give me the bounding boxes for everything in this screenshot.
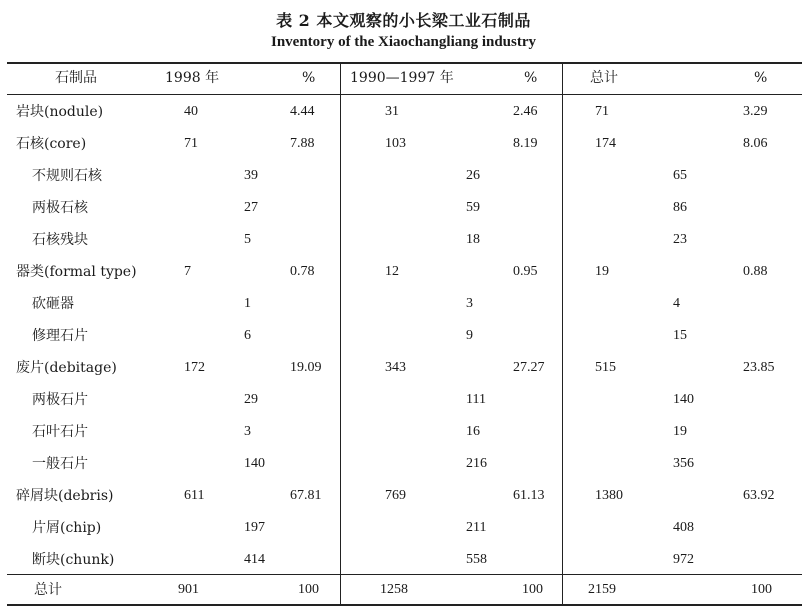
value-1990-1997: 558 xyxy=(466,552,487,567)
value-1990-1997: 9 xyxy=(466,328,473,343)
value-1990-1997: 16 xyxy=(466,424,480,439)
total-1998: 901 xyxy=(178,582,199,597)
row-label: 石核(core) xyxy=(16,136,87,152)
pct-total: 63.92 xyxy=(743,488,775,503)
value-1998: 6 xyxy=(244,328,251,343)
row-label: 器类(formal type) xyxy=(16,264,137,280)
row-label: 石核残块 xyxy=(32,232,88,248)
value-1990-1997: 103 xyxy=(385,136,406,151)
pct-1990-1997: 27.27 xyxy=(513,360,545,375)
value-total: 356 xyxy=(673,456,694,471)
row-label: 两极石核 xyxy=(32,200,88,216)
table-row xyxy=(0,224,807,256)
header-pct-1990-1997: % xyxy=(524,70,538,86)
value-total: 140 xyxy=(673,392,694,407)
row-label: 一般石片 xyxy=(32,456,88,472)
pct-1990-1997: 2.46 xyxy=(513,104,538,119)
pct-1998: 4.44 xyxy=(290,104,315,119)
value-1990-1997: 769 xyxy=(385,488,406,503)
pct-total: 0.88 xyxy=(743,264,768,279)
header-rule xyxy=(7,94,802,95)
total-pct-1990-1997: 100 xyxy=(522,582,543,597)
header-name: 石制品 xyxy=(55,70,97,86)
table-row xyxy=(0,160,807,192)
pct-1998: 7.88 xyxy=(290,136,315,151)
pct-total: 3.29 xyxy=(743,104,768,119)
value-1998: 71 xyxy=(184,136,198,151)
pct-1990-1997: 0.95 xyxy=(513,264,538,279)
table-row xyxy=(0,512,807,544)
pct-total: 23.85 xyxy=(743,360,775,375)
total-row xyxy=(0,574,807,606)
table-row xyxy=(0,352,807,384)
value-total: 15 xyxy=(673,328,687,343)
value-1990-1997: 3 xyxy=(466,296,473,311)
value-total: 19 xyxy=(595,264,609,279)
table-row xyxy=(0,416,807,448)
value-1990-1997: 343 xyxy=(385,360,406,375)
value-1998: 1 xyxy=(244,296,251,311)
header-pct-total: % xyxy=(754,70,768,86)
value-1998: 27 xyxy=(244,200,258,215)
row-label: 岩块(nodule) xyxy=(16,104,104,120)
value-total: 1380 xyxy=(595,488,623,503)
value-total: 4 xyxy=(673,296,680,311)
total-total: 2159 xyxy=(588,582,616,597)
value-1998: 7 xyxy=(184,264,191,279)
pct-total: 8.06 xyxy=(743,136,768,151)
total-pct-1998: 100 xyxy=(298,582,319,597)
total-1990-1997: 1258 xyxy=(380,582,408,597)
value-1998: 39 xyxy=(244,168,258,183)
table-row xyxy=(0,192,807,224)
row-label: 不规则石核 xyxy=(32,168,102,184)
value-1998: 40 xyxy=(184,104,198,119)
value-1998: 172 xyxy=(184,360,205,375)
value-total: 972 xyxy=(673,552,694,567)
row-label: 断块(chunk) xyxy=(32,552,115,568)
pct-1990-1997: 8.19 xyxy=(513,136,538,151)
table-row xyxy=(0,448,807,480)
value-1990-1997: 18 xyxy=(466,232,480,247)
header-pct-1998: % xyxy=(302,70,316,86)
value-1998: 197 xyxy=(244,520,265,535)
value-1990-1997: 12 xyxy=(385,264,399,279)
value-1990-1997: 216 xyxy=(466,456,487,471)
table-title-chinese: 表 2 本文观察的小长梁工业石制品 xyxy=(276,11,531,30)
header-row xyxy=(0,62,807,94)
value-1990-1997: 59 xyxy=(466,200,480,215)
value-1998: 414 xyxy=(244,552,265,567)
table-row xyxy=(0,96,807,128)
value-total: 65 xyxy=(673,168,687,183)
total-pct-total: 100 xyxy=(751,582,772,597)
value-total: 71 xyxy=(595,104,609,119)
total-label: 总计 xyxy=(34,582,62,598)
table-row xyxy=(0,128,807,160)
table-row xyxy=(0,384,807,416)
value-1998: 29 xyxy=(244,392,258,407)
value-1990-1997: 211 xyxy=(466,520,487,535)
table-row xyxy=(0,320,807,352)
header-total: 总计 xyxy=(590,70,618,86)
row-label: 废片(debitage) xyxy=(16,360,117,376)
value-total: 174 xyxy=(595,136,616,151)
table-title-english: Inventory of the Xiaochangliang industry xyxy=(270,34,537,50)
row-label: 碎屑块(debris) xyxy=(16,488,114,504)
pct-1998: 67.81 xyxy=(290,488,322,503)
value-1990-1997: 31 xyxy=(385,104,399,119)
value-total: 408 xyxy=(673,520,694,535)
pct-1998: 19.09 xyxy=(290,360,322,375)
value-1990-1997: 26 xyxy=(466,168,480,183)
value-1998: 3 xyxy=(244,424,251,439)
value-total: 19 xyxy=(673,424,687,439)
header-1998: 1998 年 xyxy=(165,70,220,86)
value-total: 515 xyxy=(595,360,616,375)
row-label: 片屑(chip) xyxy=(32,520,102,536)
value-1998: 140 xyxy=(244,456,265,471)
value-1998: 5 xyxy=(244,232,251,247)
pct-1990-1997: 61.13 xyxy=(513,488,545,503)
value-total: 86 xyxy=(673,200,687,215)
table-row xyxy=(0,288,807,320)
value-1998: 611 xyxy=(184,488,205,503)
header-1990-1997: 1990—1997 年 xyxy=(350,70,454,86)
pct-1998: 0.78 xyxy=(290,264,315,279)
table-row xyxy=(0,544,807,576)
table-row xyxy=(0,256,807,288)
row-label: 砍砸器 xyxy=(32,296,74,312)
row-label: 两极石片 xyxy=(32,392,88,408)
value-1990-1997: 111 xyxy=(466,392,486,407)
table-row xyxy=(0,480,807,512)
row-label: 修理石片 xyxy=(32,328,88,344)
row-label: 石叶石片 xyxy=(32,424,88,440)
value-total: 23 xyxy=(673,232,687,247)
